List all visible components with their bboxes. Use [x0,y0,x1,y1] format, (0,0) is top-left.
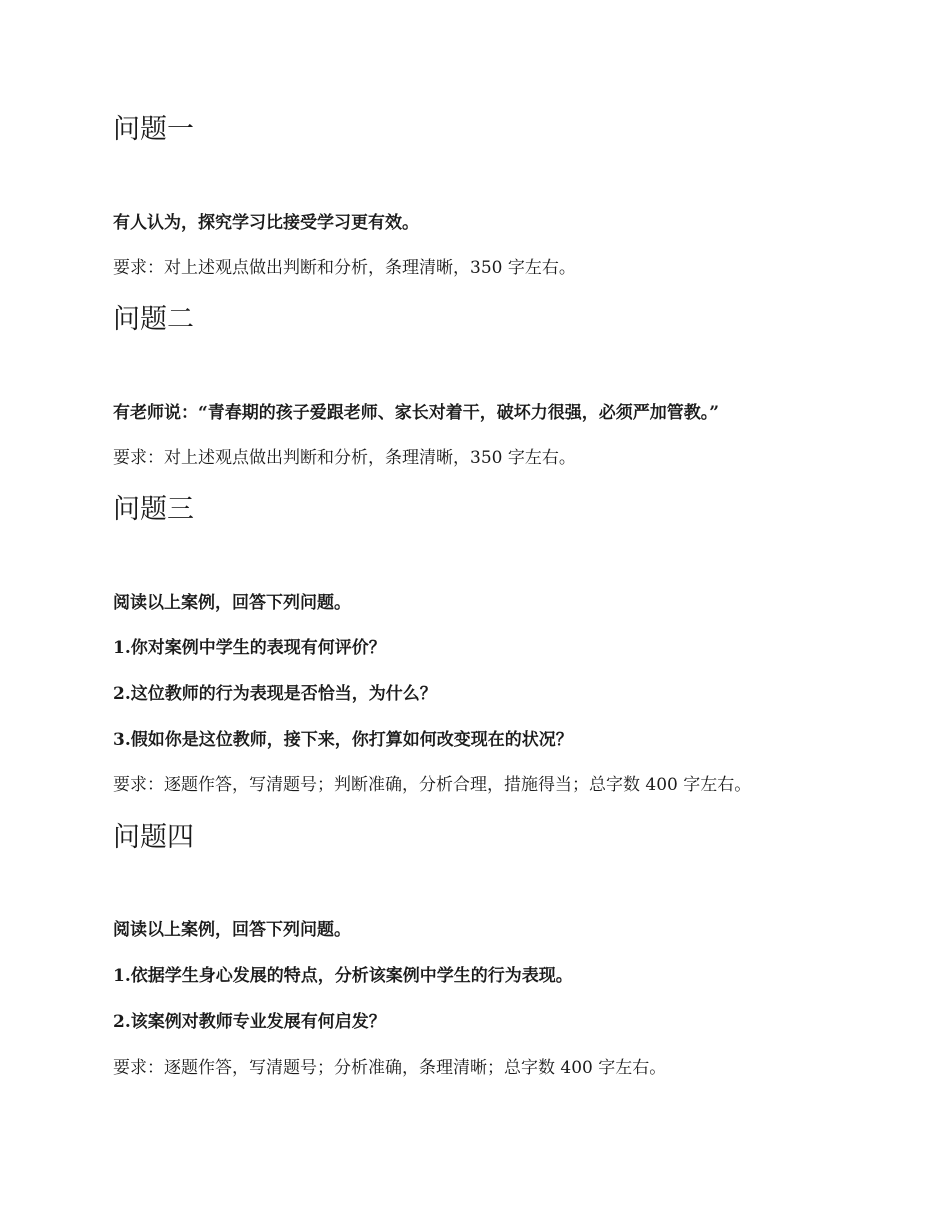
question-3-item-3: 3.假如你是这位教师，接下来，你打算如何改变现在的状况？ [113,730,573,750]
question-4-item-1: 1.依据学生身心发展的特点，分析该案例中学生的行为表现。 [113,966,573,986]
question-2-requirement: 要求：对上述观点做出判断和分析，条理清晰，350 字左右。 [113,448,576,468]
question-3-intro: 阅读以上案例，回答下列问题。 [113,593,351,613]
question-3-item-2: 2.这位教师的行为表现是否恰当，为什么？ [113,684,437,704]
question-3-title: 问题三 [113,494,194,525]
question-4-title: 问题四 [113,822,194,853]
question-2-statement: 有老师说：“青春期的孩子爱跟老师、家长对着干，破坏力很强，必须严加管教。” [113,403,720,423]
question-1-statement: 有人认为，探究学习比接受学习更有效。 [113,213,419,233]
question-3-item-1: 1.你对案例中学生的表现有何评价？ [113,638,386,658]
question-4-intro: 阅读以上案例，回答下列问题。 [113,920,351,940]
question-4-requirement: 要求：逐题作答，写清题号；分析准确，条理清晰；总字数 400 字左右。 [113,1058,667,1078]
question-4-item-2: 2.该案例对教师专业发展有何启发？ [113,1012,386,1032]
question-2-title: 问题二 [113,304,194,335]
question-1-title: 问题一 [113,114,194,145]
question-1-requirement: 要求：对上述观点做出判断和分析，条理清晰，350 字左右。 [113,258,576,278]
question-3-requirement: 要求：逐题作答，写清题号；判断准确，分析合理，措施得当；总字数 400 字左右。 [113,775,752,795]
